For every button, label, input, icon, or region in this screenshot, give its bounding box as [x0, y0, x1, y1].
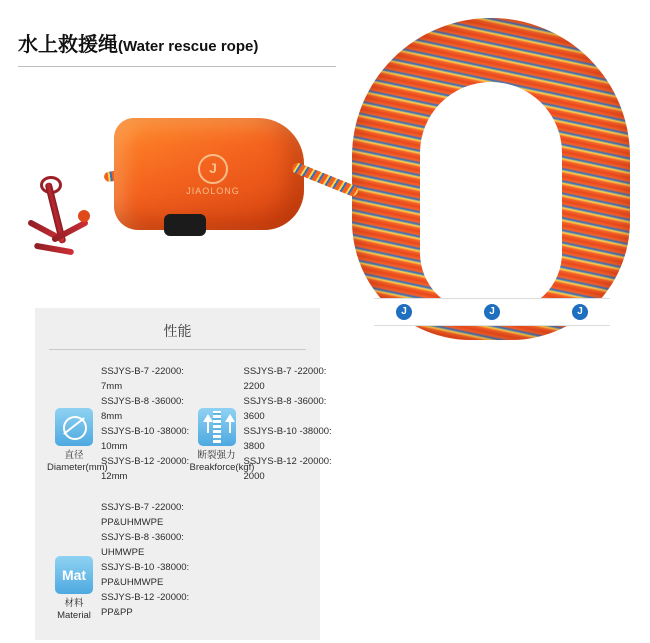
breakforce-value-line: SSJYS-B-8 -36000: [243, 396, 327, 407]
material-value-line: SSJYS-B-7 -22000: [101, 502, 184, 513]
material-value-line: PP&PP [101, 607, 133, 618]
band-logo-icon-2: J [484, 304, 500, 320]
rope-coil-inner-hole [420, 82, 562, 312]
material-value-line: PP&UHMWPE [101, 517, 164, 528]
hook-arm-lower [34, 243, 74, 256]
material-value-line: PP&UHMWPE [101, 577, 164, 588]
spec-cell-breakforce [178, 360, 332, 484]
diameter-icon-column [47, 360, 108, 474]
product-photo [0, 0, 650, 317]
diameter-value-line: 10mm [101, 441, 128, 452]
spec-panel-title: 性能 [163, 323, 192, 339]
diameter-value-line: 7mm [101, 381, 123, 392]
breakforce-label [189, 450, 255, 474]
diameter-values [101, 360, 189, 484]
breakforce-value-line: 3800 [243, 441, 265, 452]
material-icon-column [47, 496, 101, 622]
rope-coil-image [352, 18, 630, 348]
diameter-value-line: SSJYS-B-8 -36000: [101, 396, 184, 407]
breakforce-values [244, 360, 332, 484]
material-values [101, 496, 320, 620]
throw-bag-image [104, 118, 322, 238]
material-value-line: UHMWPE [101, 547, 145, 558]
spec-cell-diameter [35, 360, 190, 484]
material-label-en: Material [57, 610, 91, 621]
breakforce-value-line: SSJYS-B-7 -22000: [243, 366, 327, 377]
material-label [47, 598, 101, 622]
breakforce-value-line: 2000 [243, 471, 265, 482]
diameter-value-line: 12mm [101, 471, 128, 482]
diameter-label-cn: 直径 [64, 450, 84, 461]
breakforce-value-line: 2200 [243, 381, 265, 392]
brand-mark-icon: J [198, 154, 228, 184]
spec-row-material [35, 496, 320, 622]
breakforce-icon-stem-left [207, 421, 209, 433]
breakforce-value-line: SSJYS-B-12 -20000: [243, 456, 332, 467]
grappling-hook-image [22, 176, 102, 262]
breakforce-value-line: SSJYS-B-10 -38000: [243, 426, 332, 437]
breakforce-label-cn: 断裂强力 [197, 450, 236, 461]
diameter-label-en: Diameter(mm) [47, 462, 108, 473]
breakforce-icon [198, 408, 236, 446]
diameter-icon [55, 408, 93, 446]
band-logo-icon-3: J [572, 304, 588, 320]
material-icon-text: Mat [61, 567, 87, 583]
diameter-value-line: SSJYS-B-7 -22000: [101, 366, 184, 377]
diameter-value-line: 8mm [101, 411, 123, 422]
material-value-line: SSJYS-B-8 -36000: [101, 532, 184, 543]
material-value-line: SSJYS-B-10 -38000: [101, 562, 190, 573]
breakforce-value-line: 3600 [243, 411, 265, 422]
breakforce-icon-stem-right [229, 421, 231, 433]
hook-rope-eye [78, 210, 90, 222]
page-title-cn: 水上救援绳 [18, 34, 118, 56]
page-title-en: (Water rescue rope) [118, 38, 259, 55]
specification-panel [35, 308, 332, 640]
breakforce-icon-rope [213, 411, 221, 443]
diameter-label [47, 450, 108, 474]
material-value-line: SSJYS-B-12 -20000: [101, 592, 190, 603]
spec-panel-divider [49, 349, 306, 350]
band-logo-icon-1: J [396, 304, 412, 320]
rope-coil-label-band [374, 298, 610, 326]
material-icon [55, 556, 93, 594]
bag-brand-logo [176, 154, 250, 196]
bag-end-cap [164, 214, 206, 236]
breakforce-label-en: Breakforce(kgf) [189, 462, 255, 473]
diameter-value-line: SSJYS-B-12 -20000: [101, 456, 190, 467]
spec-row-top [35, 360, 332, 484]
diameter-value-line: SSJYS-B-10 -38000: [101, 426, 190, 437]
material-label-cn: 材料 [64, 598, 84, 609]
brand-name: JIAOLONG [186, 186, 240, 196]
